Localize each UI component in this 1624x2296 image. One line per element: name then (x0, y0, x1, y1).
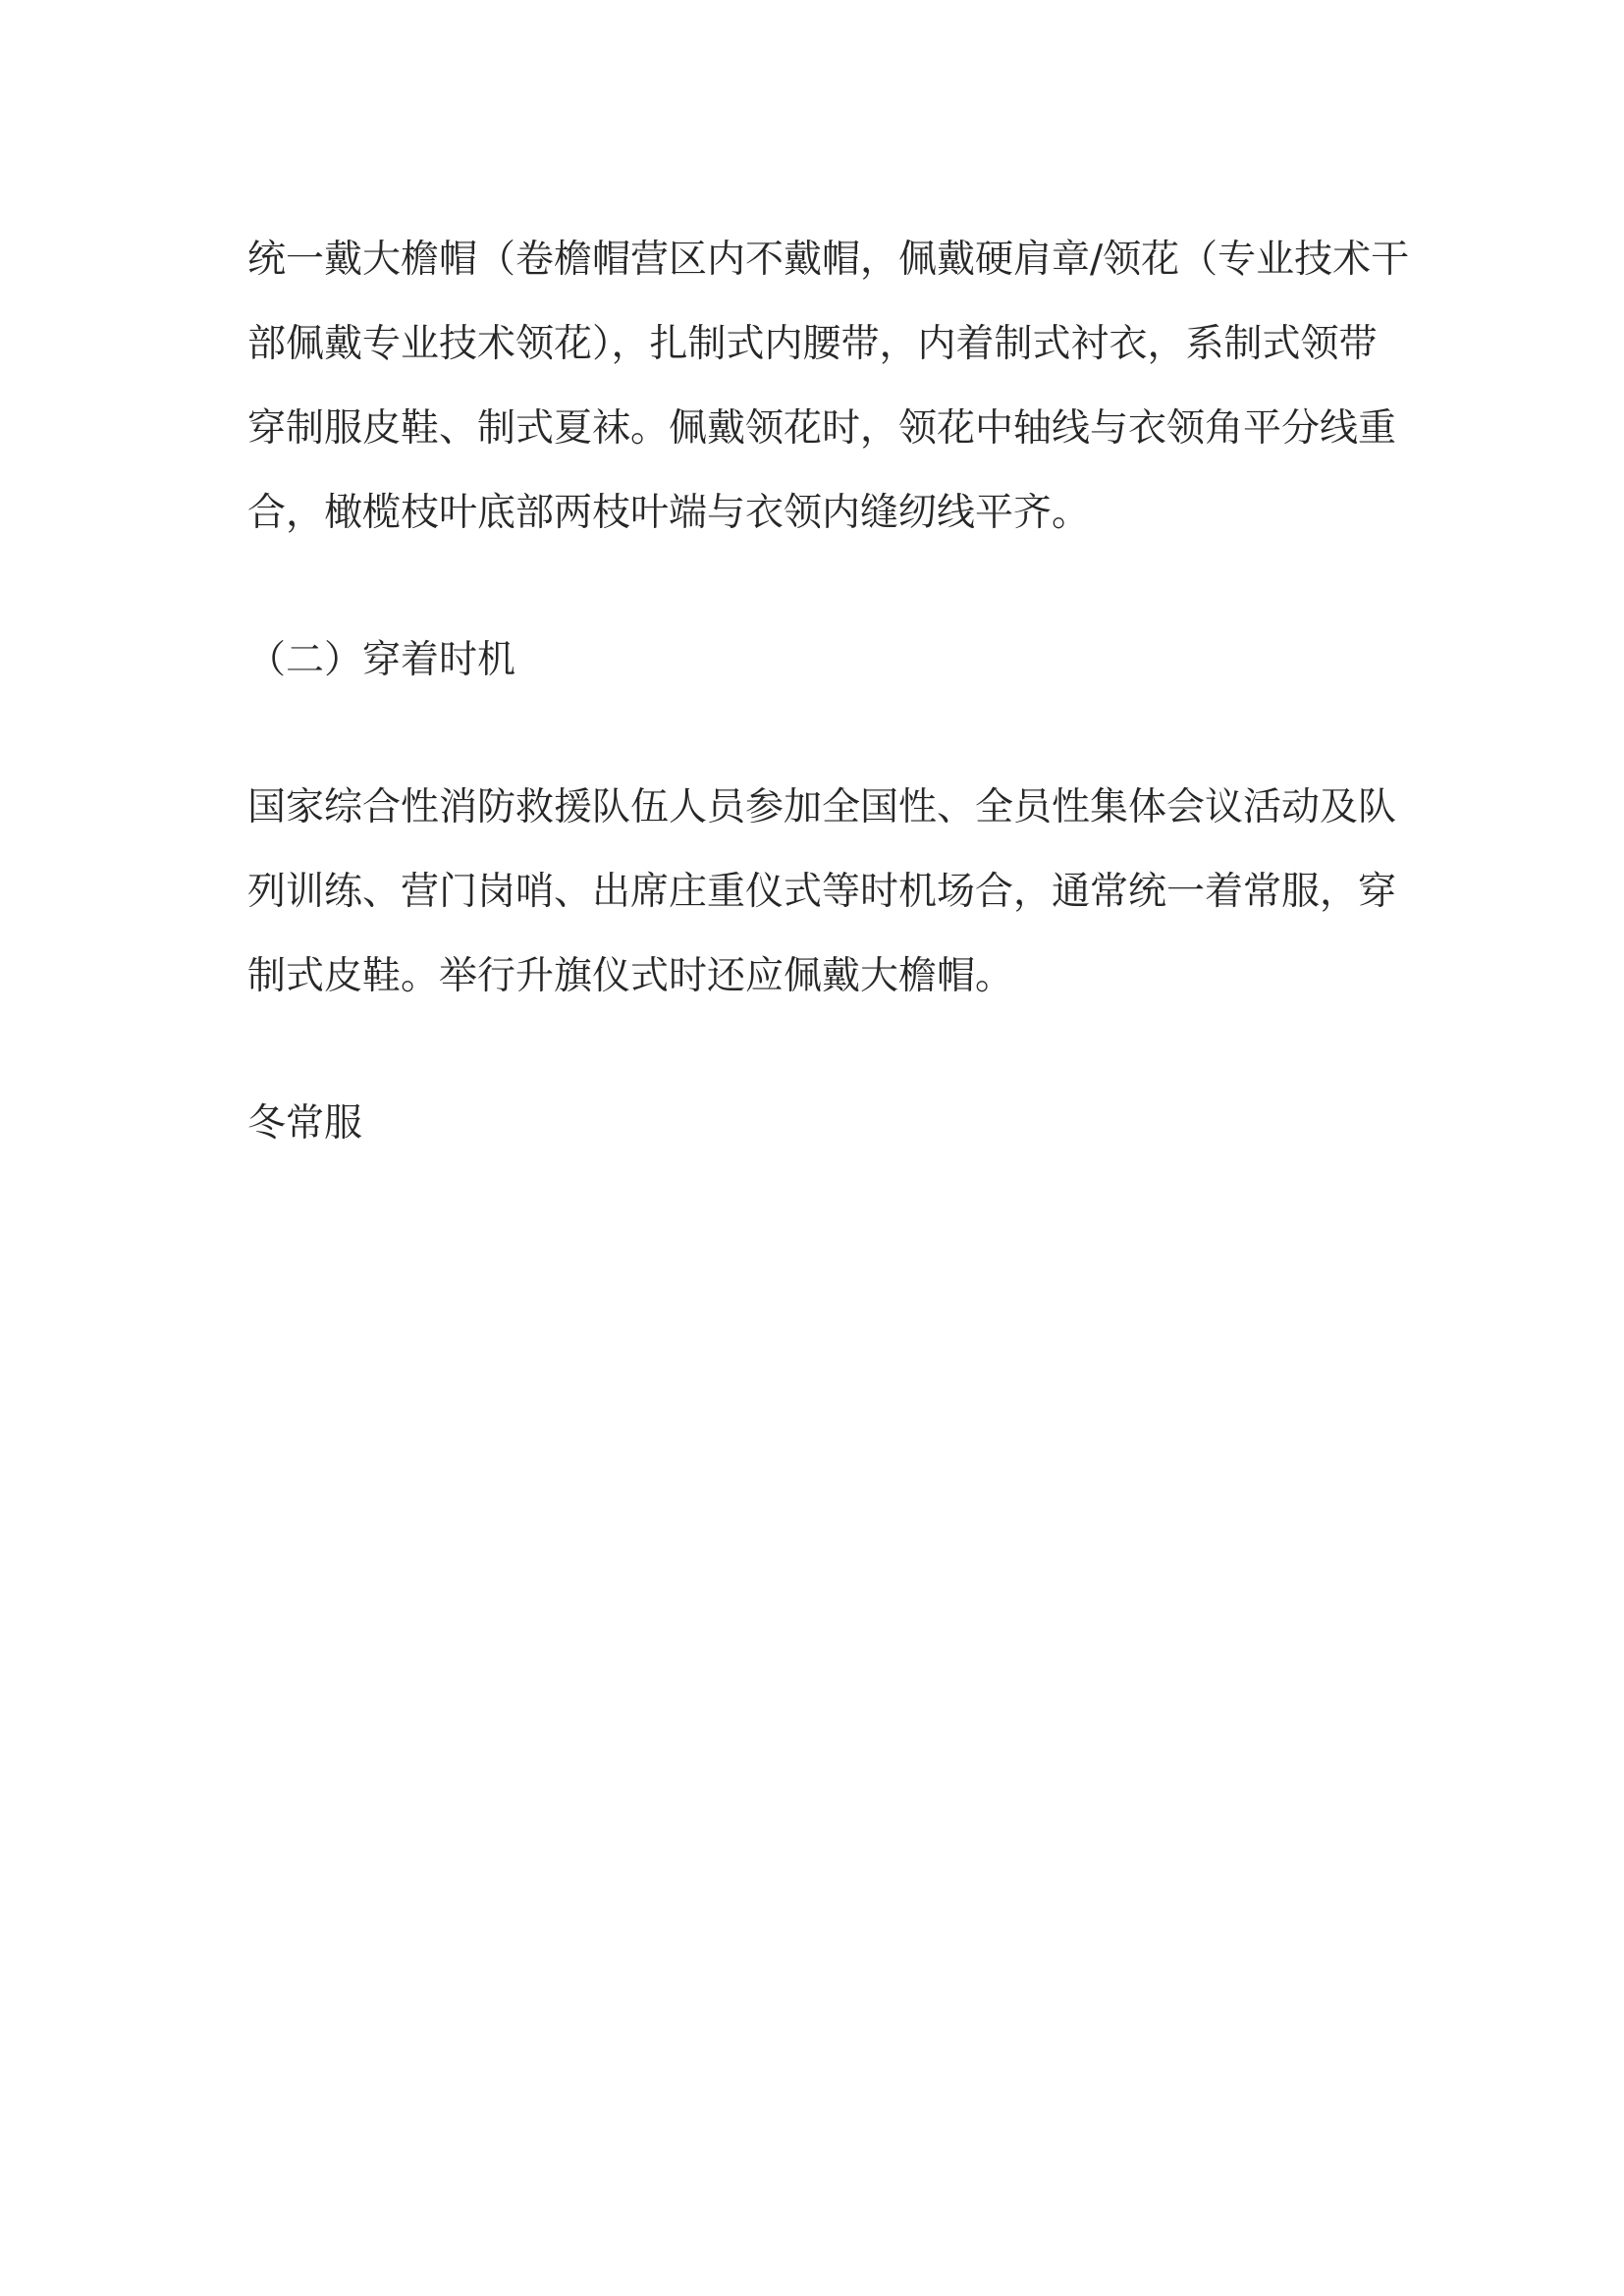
text-line: 穿制服皮鞋、制式夏袜。佩戴领花时，领花中轴线与衣领角平分线重 (247, 406, 1397, 451)
section-heading: （二）穿着时机 (247, 638, 516, 682)
paragraph-wearing-occasions (247, 766, 1397, 1019)
text-line: 统一戴大檐帽（卷檐帽营区内不戴帽，佩戴硬肩章/领花（专业技术干 (247, 238, 1410, 282)
document-content (247, 218, 1410, 1166)
text-line: 列训练、营门岗哨、出席庄重仪式等时机场合，通常统一着常服，穿 (247, 870, 1397, 914)
text-line: 部佩戴专业技术领花），扎制式内腰带，内着制式衬衣，系制式领带 (247, 322, 1378, 366)
paragraph-uniform-wearing (247, 218, 1410, 556)
text-line: 制式皮鞋。举行升旗仪式时还应佩戴大檐帽。 (247, 954, 1014, 998)
text-line: 国家综合性消防救援队伍人员参加全国性、全员性集体会议活动及队 (247, 785, 1397, 829)
text-line: 合，橄榄枝叶底部两枝叶端与衣领内缝纫线平齐。 (247, 491, 1091, 535)
subsection-label: 冬常服 (247, 1101, 363, 1146)
